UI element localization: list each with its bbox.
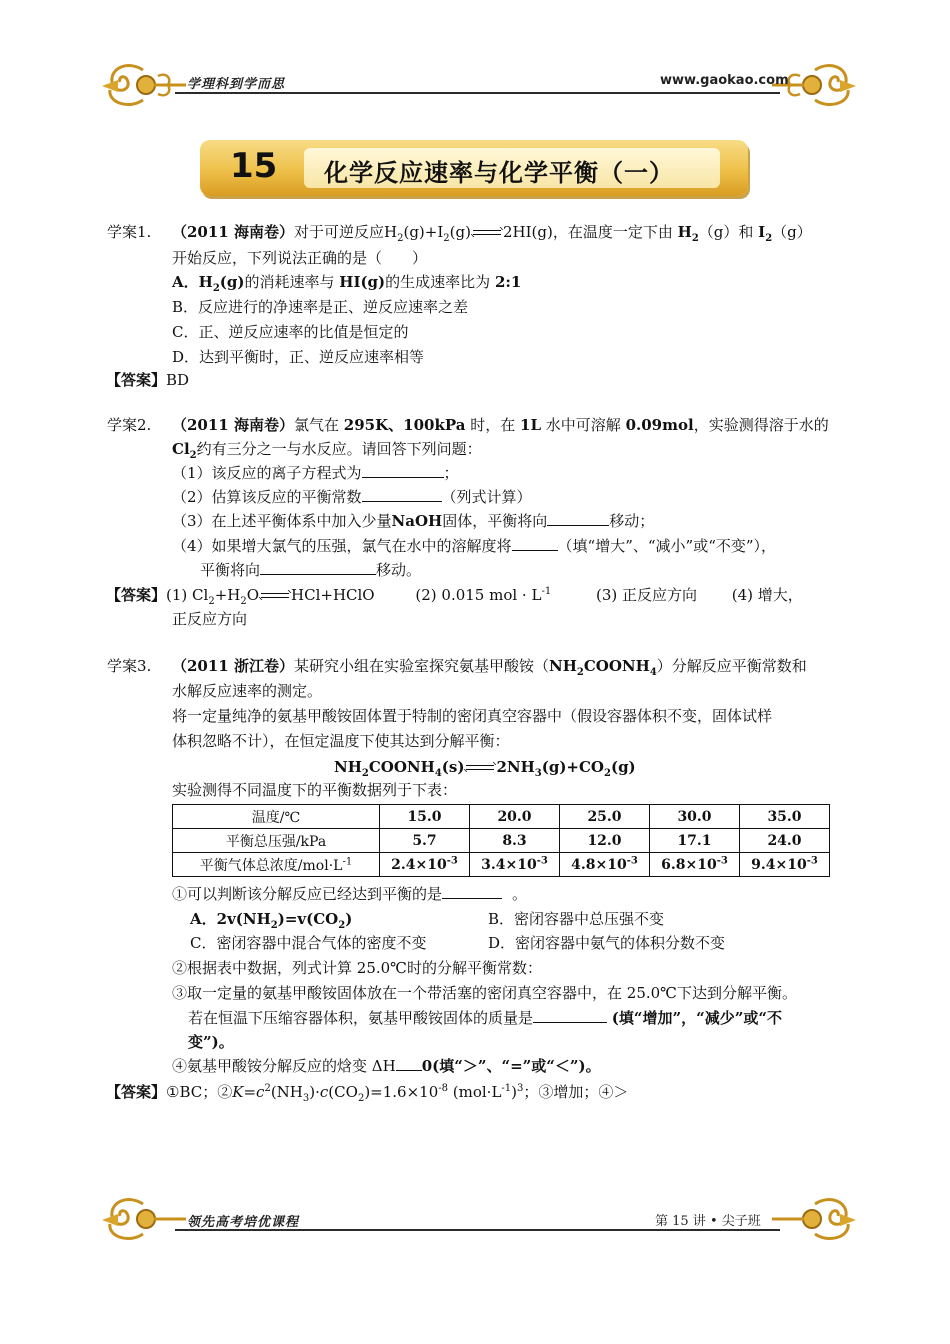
equilibrium-arrow-icon — [466, 763, 494, 773]
table-cell: 30.0 — [650, 805, 740, 829]
q2-stem-line2: $Cl_2$约有三分之一与水反应。请回答下列问题： — [172, 440, 482, 461]
equilibrium-arrow-icon — [261, 591, 289, 601]
q3-sub2: ②根据表中数据，列式计算 25.0℃时的分解平衡常数： — [172, 959, 542, 977]
q2-stem: （2011 海南卷）氯气在 295K、100kPa 时，在 1L 水中可溶解 0.09mol，实验测得溶于水的 — [172, 416, 829, 434]
table-row — [173, 853, 830, 877]
table-row-header: 平衡总压强/kPa — [173, 829, 380, 853]
q2-blank3[interactable] — [547, 511, 609, 526]
table-cell: 35.0 — [740, 805, 830, 829]
q3-blank1[interactable] — [442, 884, 502, 899]
table-cell: $9.4\times 10^{-3}$ — [740, 853, 830, 877]
q2-part4-line2: 平衡将向 移动。 — [200, 561, 422, 579]
q3-blank3[interactable] — [396, 1056, 422, 1071]
q2-part3: （3）在上述平衡体系中加入少量NaOH固体，平衡将向 移动； — [172, 512, 655, 530]
q1-answer: 【答案】BD — [106, 371, 190, 389]
header-website: www.gaokao.com — [660, 73, 789, 88]
table-cell: $6.8\times 10^{-3}$ — [650, 853, 740, 877]
chapter-number: 15 — [230, 146, 278, 186]
q2-part2: （2）估算该反应的平衡常数 （列式计算） — [172, 488, 532, 506]
q2-blank5[interactable] — [260, 560, 376, 575]
q3-sub3-line2: 若在恒温下压缩容器体积，氨基甲酸铵固体的质量是 (填“增加”，“减少”或“不 — [188, 1009, 783, 1027]
q1-label: 学案1. — [107, 223, 152, 241]
q1-stem-line2: 开始反应，下列说法正确的是（ ） — [172, 249, 428, 267]
q3-option-a: A．$2v(NH_2)=v(CO_2)$ — [190, 910, 353, 931]
q3-sub1: ①可以判断该分解反应已经达到平衡的是 。 — [172, 885, 528, 903]
q1-option-a: A．$H_2(g)$的消耗速率与 HI(g)的生成速率比为 2:1 — [172, 273, 522, 294]
q1-source: （2011 海南卷） — [172, 223, 294, 241]
q3-option-b: B．密闭容器中总压强不变 — [488, 910, 665, 928]
q1-stem: （2011 海南卷）对于可逆反应$H_2(g)+I_2(g)$ 2HI(g)，在温度一定下由 $H_2(g)$和 $I_2(g)$ — [172, 223, 812, 244]
q2-blank2[interactable] — [362, 487, 442, 502]
q2-part1: （1）该反应的离子方程式为 ； — [172, 464, 459, 482]
q3-answer: 【答案】①BC；$②K=c^2(NH_3)\cdot c(CO_2)=1.6\times 10^{-8}$ $(mol\cdot L^{-1})^3$；③增加；④＞ — [106, 1083, 629, 1104]
table-cell: 8.3 — [470, 829, 560, 853]
table-cell: 5.7 — [380, 829, 470, 853]
table-cell: 24.0 — [740, 829, 830, 853]
ornament-right-icon — [770, 1196, 860, 1242]
table-cell: $3.4\times 10^{-3}$ — [470, 853, 560, 877]
q2-part4: （4）如果增大氯气的压强，氯气在水中的溶解度将 （填“增大”、“减小”或“不变”）， — [172, 537, 777, 555]
q3-option-d: D．密闭容器中氨气的体积分数不变 — [488, 934, 726, 952]
ornament-left-icon — [98, 62, 188, 108]
chapter-banner — [200, 140, 748, 196]
q3-table-intro: 实验测得不同温度下的平衡数据列于下表： — [172, 781, 458, 799]
q2-blank1[interactable] — [362, 463, 444, 478]
table-cell: 20.0 — [470, 805, 560, 829]
chapter-title-box — [304, 148, 720, 188]
q1-option-b: B．反应进行的净速率是正、逆反应速率之差 — [172, 298, 469, 316]
q3-option-c: C．密闭容器中混合气体的密度不变 — [190, 934, 427, 952]
ornament-left-icon — [98, 1196, 188, 1242]
table-cell: $2.4\times 10^{-3}$ — [380, 853, 470, 877]
q3-label: 学案3. — [107, 657, 152, 675]
q1-option-d: D．达到平衡时，正、逆反应速率相等 — [172, 348, 425, 366]
q3-sub3-line3: 变”)。 — [188, 1033, 234, 1051]
footer-lecture: 第 15 讲 • 尖子班 — [655, 1214, 761, 1229]
table-cell: 25.0 — [560, 805, 650, 829]
q3-blank2[interactable] — [533, 1008, 607, 1023]
q2-blank4[interactable] — [512, 536, 558, 551]
chapter-title: 化学反应速率与化学平衡（一） — [324, 159, 674, 187]
q3-equation: $NH_2COONH_4(s)$ $2NH_3(g)+CO_2(g)$ — [334, 758, 636, 779]
table-cell: 15.0 — [380, 805, 470, 829]
table-row-header: 温度/℃ — [173, 805, 380, 829]
q1-option-c: C．正、逆反应速率的比值是恒定的 — [172, 323, 409, 341]
table-cell: 17.1 — [650, 829, 740, 853]
q3-stem-line3: 将一定量纯净的氨基甲酸铵固体置于特制的密闭真空容器中（假设容器体积不变，固体试样 — [172, 707, 773, 725]
header-rule — [175, 92, 780, 94]
footer-slogan: 领先高考培优课程 — [187, 1215, 300, 1230]
q2-answer-line2: 正反应方向 — [172, 610, 248, 628]
q2-answer: 【答案】(1) $Cl_2+H_2O$ HCl+HClO (2) 0.015 mol · $L^{-1}$ (3) 正反应方向 (4) 增大， — [106, 586, 803, 607]
q3-sub3: ③取一定量的氨基甲酸铵固体放在一个带活塞的密闭真空容器中，在 25.0℃下达到分解平衡。 — [172, 984, 797, 1002]
q3-stem-line2: 水解反应速率的测定。 — [172, 682, 323, 700]
table-row — [173, 805, 830, 829]
q2-label: 学案2. — [107, 416, 152, 434]
equilibrium-arrow-icon — [473, 228, 501, 238]
table-cell: 12.0 — [560, 829, 650, 853]
equilibrium-data-table — [172, 804, 830, 877]
q3-sub4: ④氨基甲酸铵分解反应的焓变 ΔH 0(填“＞”、“=”或“＜”)。 — [172, 1057, 601, 1075]
q3-stem-line4: 体积忽略不计），在恒定温度下使其达到分解平衡： — [172, 732, 510, 750]
q3-stem: （2011 浙江卷）某研究小组在实验室探究氨基甲酸铵$(NH_2COONH_4)$分解反应平衡常数和 — [172, 657, 807, 678]
table-row-header: 平衡气体总浓度$/mol\cdot L^{-1}$ — [173, 853, 380, 877]
header-slogan: 学理科到学而思 — [187, 77, 286, 92]
table-cell: $4.8\times 10^{-3}$ — [560, 853, 650, 877]
table-row — [173, 829, 830, 853]
